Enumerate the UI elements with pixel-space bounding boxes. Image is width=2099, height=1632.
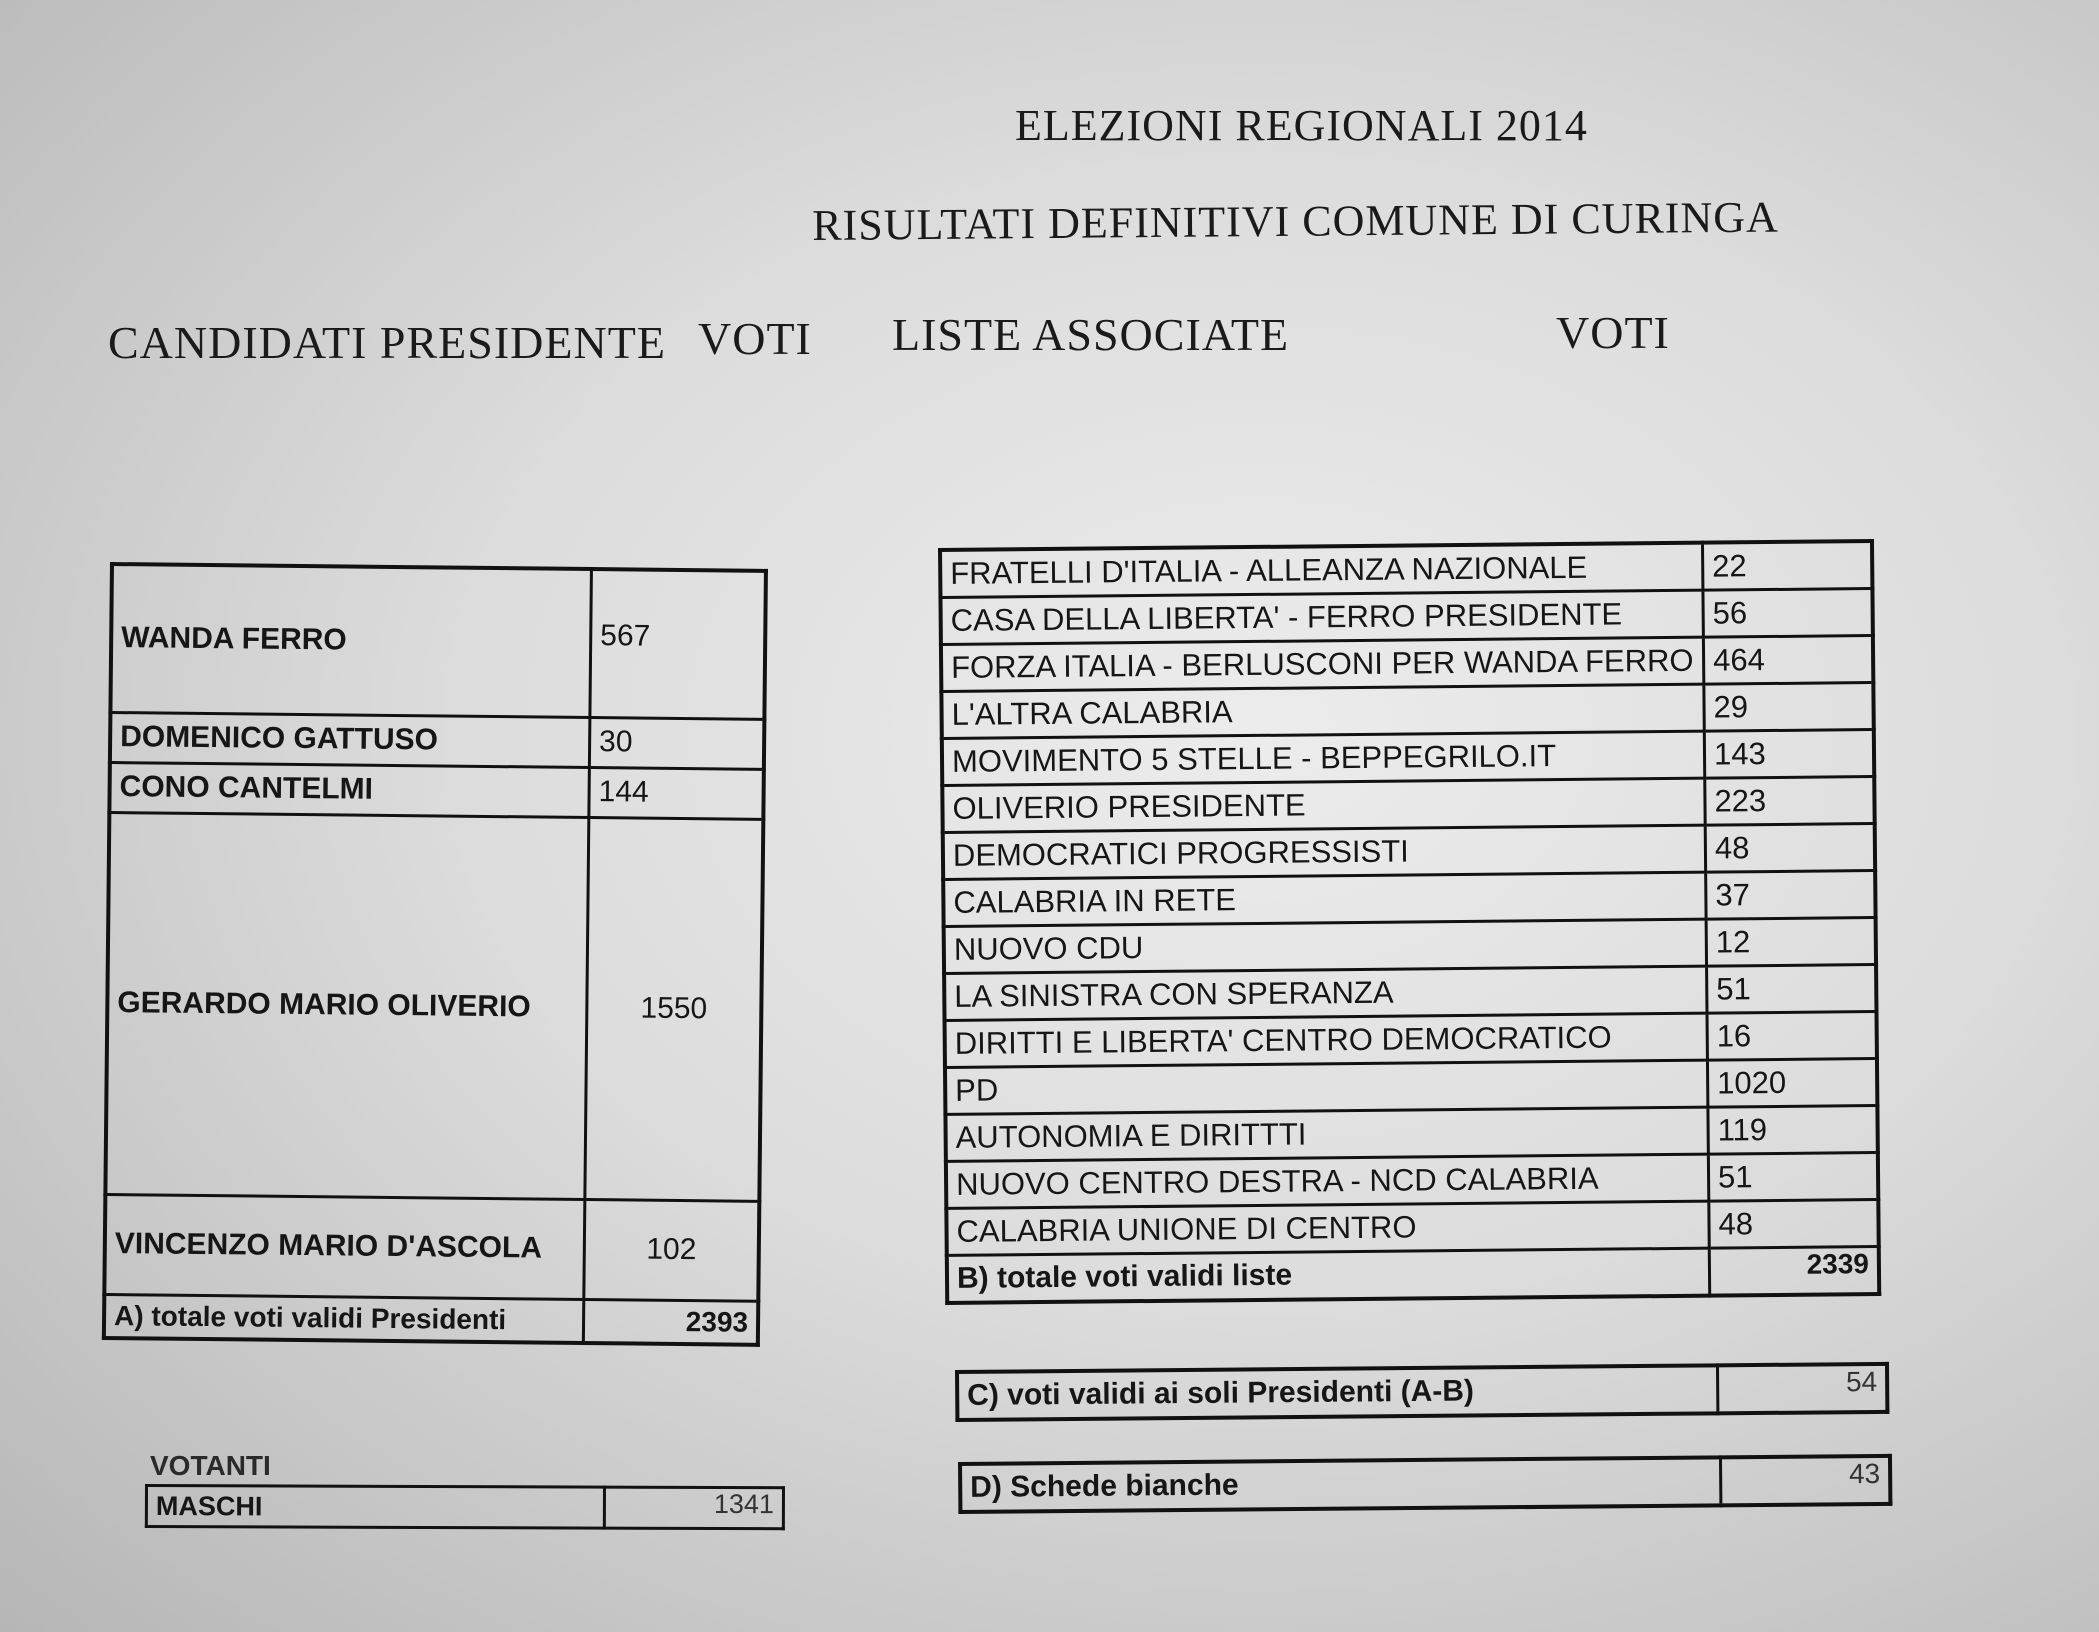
list-name: FRATELLI D'ITALIA - ALLEANZA NAZIONALE	[940, 543, 1703, 598]
list-votes: 464	[1703, 636, 1873, 685]
lists-table	[938, 539, 1881, 1305]
page-title: ELEZIONI REGIONALI 2014	[1015, 101, 1588, 150]
page-subtitle: RISULTATI DEFINITIVI COMUNE DI CURINGA	[812, 192, 1779, 250]
list-name: PD	[945, 1060, 1708, 1114]
list-votes: 51	[1708, 1153, 1878, 1202]
list-name: OLIVERIO PRESIDENTE	[942, 778, 1705, 832]
candidate-votes: 30	[589, 717, 764, 769]
candidate-name: DOMENICO GATTUSO	[110, 712, 590, 767]
table-row-total	[947, 1247, 1879, 1303]
list-name: L'ALTRA CALABRIA	[941, 684, 1704, 738]
presidents-only-label: C) voti validi ai soli Presidenti (A-B)	[957, 1365, 1718, 1420]
total-value: 2393	[583, 1299, 758, 1345]
list-name: DIRITTI E LIBERTA' CENTRO DEMOCRATICO	[945, 1013, 1708, 1067]
table-row	[146, 1486, 783, 1529]
presidents-only-value: 54	[1717, 1364, 1887, 1413]
list-votes: 48	[1709, 1200, 1879, 1249]
list-name: FORZA ITALIA - BERLUSCONI PER WANDA FERRO	[941, 637, 1704, 691]
candidate-votes: 1550	[585, 817, 763, 1201]
list-votes: 1020	[1707, 1059, 1877, 1108]
candidate-votes: 144	[589, 767, 764, 819]
table-row	[110, 564, 766, 719]
list-name: LA SINISTRA CON SPERANZA	[944, 966, 1707, 1020]
voters-label: MASCHI	[146, 1486, 604, 1529]
list-name: AUTONOMIA E DIRITTTI	[945, 1107, 1708, 1161]
table-row	[105, 812, 763, 1201]
blank-ballots-box	[958, 1454, 1892, 1514]
voters-heading: VOTANTI	[150, 1450, 271, 1481]
list-votes: 37	[1706, 871, 1876, 920]
total-label: A) totale voti validi Presidenti	[104, 1294, 584, 1343]
list-votes: 12	[1706, 918, 1876, 967]
column-header-candidate-votes: VOTI	[698, 313, 812, 364]
list-votes: 223	[1705, 777, 1875, 826]
list-name: DEMOCRATICI PROGRESSISTI	[943, 825, 1706, 879]
list-votes: 29	[1704, 683, 1874, 732]
total-label: B) totale voti validi liste	[947, 1248, 1710, 1303]
list-name: NUOVO CDU	[944, 919, 1707, 973]
blank-ballots-label: D) Schede bianche	[960, 1457, 1721, 1512]
voters-box	[145, 1484, 785, 1530]
list-name: CALABRIA UNIONE DI CENTRO	[946, 1201, 1709, 1255]
list-votes: 22	[1702, 541, 1872, 590]
table-row	[110, 712, 764, 769]
column-header-list-votes: VOTI	[1556, 307, 1670, 358]
table-row	[960, 1456, 1890, 1512]
total-value: 2339	[1709, 1247, 1879, 1296]
list-name: CALABRIA IN RETE	[943, 872, 1706, 926]
candidates-table	[102, 562, 768, 1347]
presidents-only-box	[955, 1362, 1889, 1422]
candidate-name: WANDA FERRO	[110, 564, 591, 717]
candidate-name: GERARDO MARIO OLIVERIO	[105, 812, 588, 1199]
table-row	[957, 1364, 1887, 1420]
table-row-total	[104, 1294, 758, 1345]
column-header-candidates: CANDIDATI PRESIDENTE	[108, 317, 666, 368]
list-name: NUOVO CENTRO DESTRA - NCD CALABRIA	[946, 1154, 1709, 1208]
candidate-votes: 102	[584, 1199, 760, 1301]
list-votes: 48	[1705, 824, 1875, 873]
list-name: CASA DELLA LIBERTA' - FERRO PRESIDENTE	[940, 590, 1703, 644]
list-votes: 56	[1703, 589, 1873, 638]
list-votes: 143	[1704, 730, 1874, 779]
blank-ballots-value: 43	[1720, 1456, 1890, 1505]
candidate-votes: 567	[590, 569, 766, 719]
list-votes: 16	[1707, 1012, 1877, 1061]
candidate-name: CONO CANTELMI	[109, 762, 589, 817]
voters-value: 1341	[604, 1487, 783, 1529]
candidate-name: VINCENZO MARIO D'ASCOLA	[104, 1194, 585, 1299]
column-header-lists: LISTE ASSOCIATE	[892, 309, 1290, 360]
list-votes: 119	[1708, 1106, 1878, 1155]
table-row	[104, 1194, 759, 1301]
list-votes: 51	[1707, 965, 1877, 1014]
table-row	[109, 762, 763, 819]
list-name: MOVIMENTO 5 STELLE - BEPPEGRILO.IT	[942, 731, 1705, 785]
